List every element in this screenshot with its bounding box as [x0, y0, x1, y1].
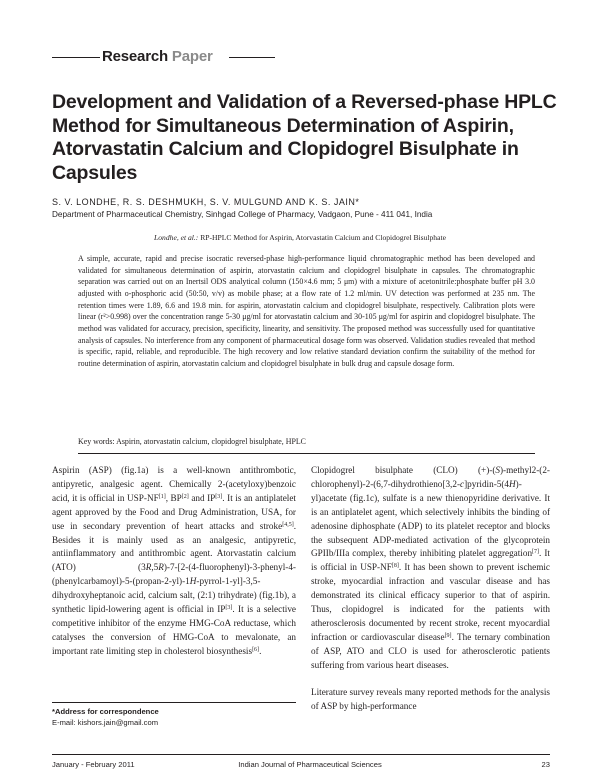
- citation: [9]: [444, 632, 452, 639]
- paragraph: Literature survey reveals many reported methods for the analysis of ASP by high-performance: [311, 686, 550, 711]
- footer-date: January - February 2011: [52, 760, 135, 769]
- citation: [3]: [215, 493, 223, 500]
- paragraph: Aspirin (ASP) (fig.1a) is a well-known antithrombotic, antipyretic, analgesic agent. Chemically 2-(acetyloxy)benzoic acid, it is official in USP-NF[1], BP[2] and IP[3]. It is an antiplatelet agent approved by the Food and Drug Administration, USA, for use in secondary prevention of heart attacks and stroke[4,5]. Besides it is mainly used as an analgesic, antipyretic, antiinflammatory and antithrombic agent. Atorvastatin calcium (ATO) (3R,5R)-7-[2-(4-fluorophenyl)-3-phenyl-4-(phenylcarbamoyl)-5-(propan-2-yl)-1H-pyrrol-1-yl]-3,5-dihydroxyheptanoic acid, calcium salt, (2:1) trihydrate) (fig.1b), a synthetic lipid-lowering agent is official in IP[3]. It is a selective competitive inhibitor of the enzyme HMG-CoA reductase, which catalyses the conversion of HMG-CoA to mevalonate, an important rate limiting step in cholesterol biosynthesis[6].: [52, 465, 296, 656]
- correspondence-note: [52, 706, 159, 728]
- citation: [1]: [158, 493, 166, 500]
- citation: [2]: [181, 493, 189, 500]
- header-rule-right: [229, 57, 275, 58]
- citation: [3]: [225, 605, 233, 612]
- footnote-rule: [52, 702, 296, 703]
- running-head-text: RP-HPLC Method for Aspirin, Atorvastatin Calcium and Clopidogrel Bisulphate: [198, 233, 446, 242]
- section-label: [102, 49, 213, 65]
- correspondence-email: E-mail: kishors.jain@gmail.com: [52, 718, 159, 727]
- citation: [7]: [532, 549, 540, 556]
- citation: [8]: [391, 563, 399, 570]
- citation: [6]: [252, 646, 260, 653]
- paragraph: Clopidogrel bisulphate (CLO) (+)-(S)-methyl2-(2-chlorophenyl)-2-(6,7-dihydrothieno[3,2-c]pyridin-5(4H)-yl)acetate (fig.1c), sulfate is a new thienopyridine derivative. It is an antiplatelet agent, which selectively inhibits the binding of adenosine diphosphate (ADP) to its platelet receptor and blocks the subsequent ADP-mediated activation of the glycoprotein GPIIb/IIIa complex, thereby inhibiting platelet aggregation[7]. It is official in USP-NF[8]. It has been shown to prevent ischemic stroke, myocardial infraction and vascular disease and has demonstrated its clinical efficacy superior to that of aspirin. Thus, clopidogrel is indicated for the patients with atherosclerosis documented by recent stroke, recent myocardial infraction or cardiovascular disease[9]. The ternary combination of ASP, ATO and CLO is used for atherosclerotic patients suffering from various heart diseases.: [311, 465, 551, 670]
- abstract: A simple, accurate, rapid and precise isocratic reversed-phase high-performance liquid chromatographic method has been developed and validated for simultaneous determination of aspirin, atorvastatin calcium and clopidogrel bisulphate in capsules. The chromatographic separation was carried out on an Inertsil ODS analytical column (150×4.6 mm; 5 μm) with a mixture of acetonitrile:phosphate buffer pH 3.0 adjusted with o-phosphoric acid (50:50, v/v) as mobile phase; at a flow rate of 1.2 ml/min. UV detection was performed at 235 nm. The retention times were 1.89, 6.6 and 19.8 min. for aspirin, atorvastatin calcium and clopidogrel bisulphate, respectively. Calibration plots were linear (r²>0.998) over the concentration range 5-30 μg/ml for atorvastatin calcium and 30-105 μg/ml for aspirin and clopidogrel bisulphate. The method was validated for accuracy, precision, specificity, linearity, and sensitivity. The proposed method was successfully used for quantitative analysis of capsules. No interference from any component of pharmaceutical dosage form was observed. Validation studies revealed that method is specific, rapid, reliable, and reproducible. The high recovery and low relative standard deviation confirm the suitability of the method for routine determination of aspirin, atorvastatin calcium and clopidogrel bisulphate in bulk drug and capsule dosage form.: [78, 254, 535, 368]
- header-rule-left: [52, 57, 100, 58]
- article-title: Development and Validation of a Reversed-phase HPLC Method for Simultaneous Determination of Aspirin, Atorvastatin Calcium and Clopidogrel Bisulphate in Capsules: [52, 91, 557, 184]
- running-head: [0, 233, 600, 242]
- section-label-word1: Research: [102, 48, 168, 65]
- body-column-right: [311, 464, 550, 713]
- page-number: 23: [541, 760, 550, 769]
- correspondence-label: *Address for correspondence: [52, 707, 159, 716]
- abstract-rule: [78, 453, 535, 454]
- keywords: Key words: Aspirin, atorvastatin calcium, clopidogrel bisulphate, HPLC: [78, 437, 306, 446]
- section-label-word2: Paper: [171, 48, 213, 65]
- footer-journal: Indian Journal of Pharmaceutical Sciences: [238, 760, 382, 769]
- running-head-authors: Londhe, et al.:: [154, 233, 199, 242]
- footer-rule: [52, 754, 550, 755]
- citation: [4,5]: [282, 521, 294, 528]
- affiliation: Department of Pharmaceutical Chemistry, Sinhgad College of Pharmacy, Vadgaon, Pune - 411 041, India: [52, 210, 433, 219]
- author-list: S. V. LONDHE, R. S. DESHMUKH, S. V. MULGUND AND K. S. JAIN*: [52, 197, 360, 207]
- body-column-left: [52, 464, 296, 659]
